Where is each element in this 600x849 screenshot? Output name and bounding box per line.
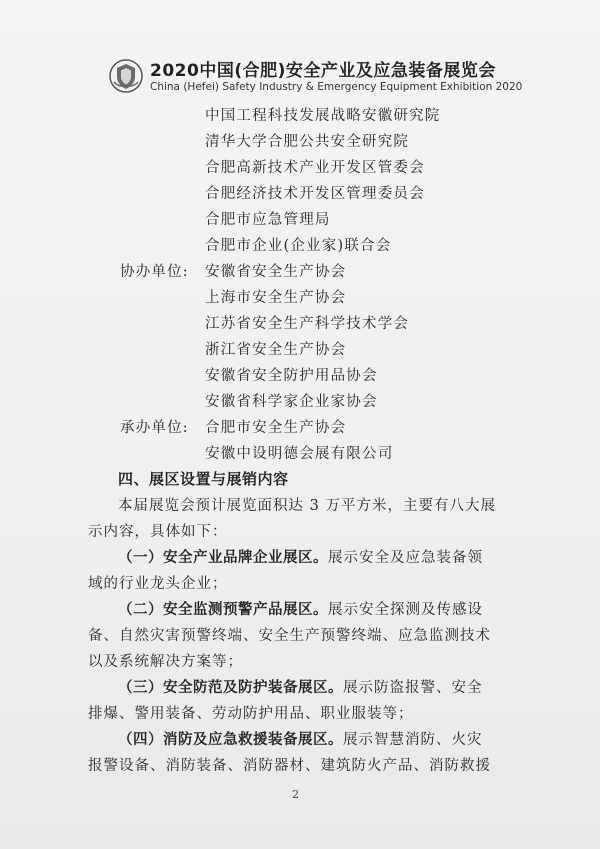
exhibition-logo-icon bbox=[108, 58, 144, 94]
organizer-item: 合肥市企业(企业家)联合会 bbox=[205, 238, 392, 254]
undertakers-label: 承办单位: bbox=[120, 420, 189, 436]
zone-1-line: 域的行业龙头企业； bbox=[88, 576, 228, 592]
co-organizer-item: 上海市安全生产协会 bbox=[205, 290, 347, 306]
zone-1-first-line bbox=[118, 546, 483, 567]
page-number: 2 bbox=[292, 788, 299, 801]
header-subtitle: China (Hefei) Safety Industry & Emergency Equipment Exhibition 2020 bbox=[150, 81, 523, 93]
co-organizer-item: 安徽省安全生产协会 bbox=[205, 264, 347, 280]
zone-2-line: 以及系统解决方案等； bbox=[88, 654, 243, 670]
co-organizer-item: 浙江省安全生产协会 bbox=[205, 342, 347, 358]
zone-2-line: 备、自然灾害预警终端、安全生产预警终端、应急监测技术 bbox=[88, 628, 491, 644]
section-intro-line: 示内容，具体如下： bbox=[88, 524, 228, 540]
zone-3-line: 排爆、警用装备、劳动防护用品、职业服装等； bbox=[88, 706, 414, 722]
section-heading: 四、展区设置与展销内容 bbox=[118, 470, 289, 488]
organizer-item: 合肥经济技术开发区管理委员会 bbox=[205, 186, 425, 202]
zone-3-text: 展示防盗报警、安全 bbox=[343, 680, 483, 696]
zone-1-title: （一）安全产业品牌企业展区。 bbox=[118, 550, 328, 566]
exhibition-header bbox=[108, 50, 528, 98]
zone-2-title: （二）安全监测预警产品展区。 bbox=[118, 602, 328, 618]
zone-4-line: 报警设备、消防装备、消防器材、建筑防火产品、消防救援 bbox=[88, 758, 491, 774]
organizer-item: 合肥高新技术产业开发区管委会 bbox=[205, 160, 425, 176]
zone-2-first-line bbox=[118, 598, 483, 619]
co-organizer-item: 安徽省安全防护用品协会 bbox=[205, 368, 378, 384]
zone-1-text: 展示安全及应急装备领 bbox=[328, 550, 483, 566]
organizer-item: 合肥市应急管理局 bbox=[205, 212, 331, 228]
organizer-item: 中国工程科技发展战略安徽研究院 bbox=[205, 108, 441, 124]
zone-4-first-line bbox=[118, 728, 483, 749]
co-organizers-label: 协办单位: bbox=[120, 264, 189, 280]
co-organizer-item: 安徽省科学家企业家协会 bbox=[205, 394, 378, 410]
zone-4-text: 展示智慧消防、火灾 bbox=[343, 732, 483, 748]
undertaker-item: 安徽中设明德会展有限公司 bbox=[205, 446, 394, 462]
header-title: 2020中国(合肥)安全产业及应急装备展览会 bbox=[150, 61, 496, 81]
section-intro-line: 本届展览会预计展览面积达 3 万平方米，主要有八大展 bbox=[118, 498, 496, 514]
zone-3-title: （三）安全防范及防护装备展区。 bbox=[118, 680, 343, 696]
zone-2-text: 展示安全探测及传感设 bbox=[328, 602, 483, 618]
co-organizer-item: 江苏省安全生产科学技术学会 bbox=[205, 316, 410, 332]
undertaker-item: 合肥市安全生产协会 bbox=[205, 420, 347, 436]
zone-4-title: （四）消防及应急救援装备展区。 bbox=[118, 732, 343, 748]
organizer-item: 清华大学合肥公共安全研究院 bbox=[205, 134, 410, 150]
zone-3-first-line bbox=[118, 676, 483, 697]
